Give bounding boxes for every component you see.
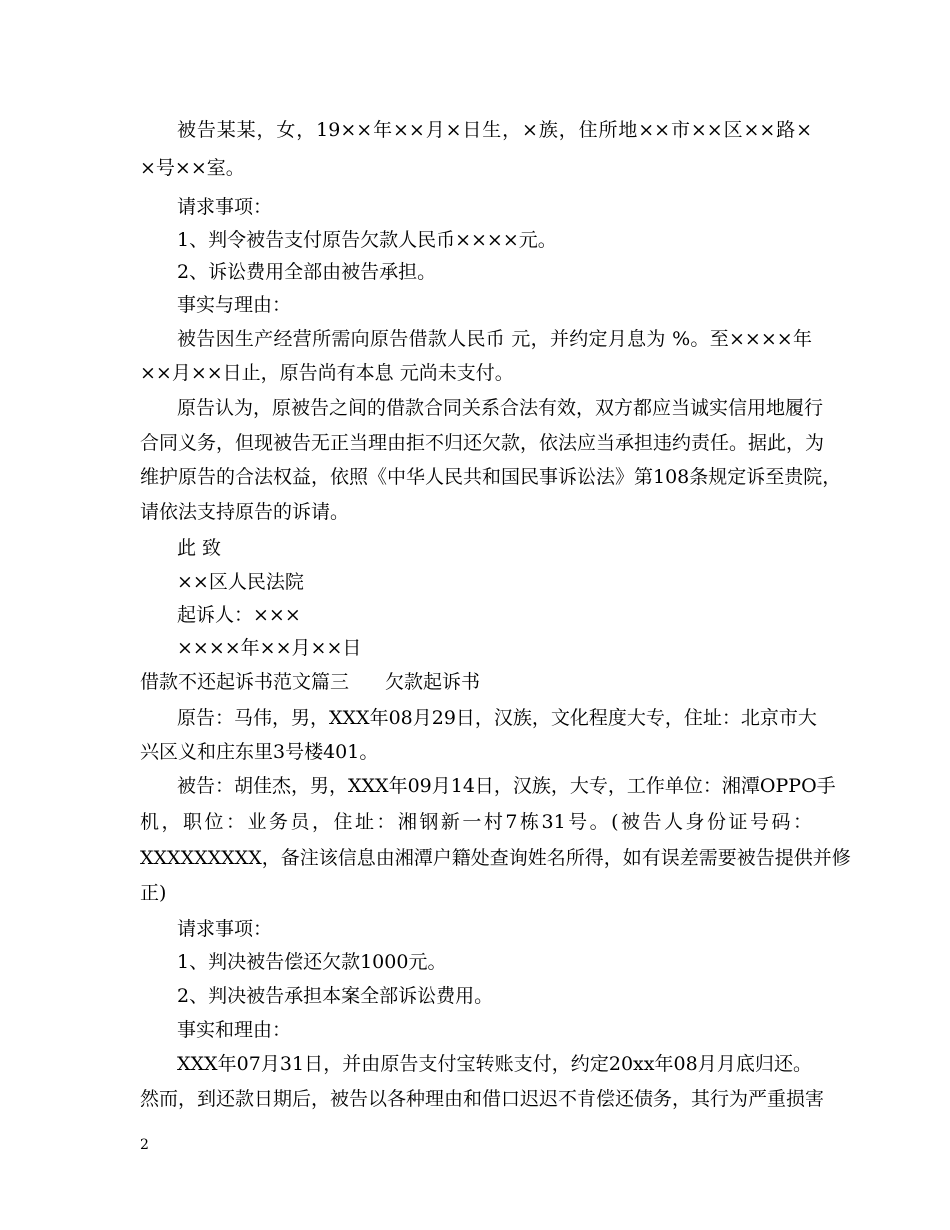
facts2-paragraph-line-1: XXX年07月31日，并由原告支付宝转账支付，约定20xx年08月月底归还。 [177, 1053, 812, 1075]
defendant2-paragraph-line-2: 机，职位：业务员，住址：湘钢新一村7栋31号。(被告人身份证号码： [140, 811, 812, 833]
section-heading [140, 670, 812, 694]
facts2-paragraph-line-2: 然而，到还款日期后，被告以各种理由和借口迟迟不肯偿还债务，其行为严重损害 [140, 1088, 825, 1110]
signature-date: ××××年××月××日 [177, 637, 362, 659]
reason-paragraph-line-3: 维护原告的合法权益，依照《中华人民共和国民事诉讼法》第108条规定诉至贵院， [140, 466, 842, 488]
salutation: 此 致 [177, 537, 222, 559]
claim-item-2: 2、诉讼费用全部由被告承担。 [177, 261, 437, 283]
defendant2-paragraph-line-1: 被告：胡佳杰，男，XXX年09月14日，汉族，大专，工作单位：湘潭OPPO手 [177, 775, 836, 797]
plaintiff-paragraph-line-2: 兴区义和庄东里3号楼401。 [140, 741, 379, 763]
section-subtitle: 欠款起诉书 [385, 671, 481, 693]
claim-item-1: 1、判令被告支付原告欠款人民币××××元。 [177, 229, 557, 251]
facts-paragraph-line-2: ××月××日止，原告尚有本息 元尚未支付。 [140, 362, 514, 384]
facts2-heading: 事实和理由： [177, 1019, 292, 1041]
reason-paragraph-line-2: 合同义务，但现被告无正当理由拒不归还欠款，依法应当承担违约责任。据此，为 [140, 432, 825, 454]
defendant2-paragraph-line-3: XXXXXXXXX，备注该信息由湘潭户籍处查询姓名所得，如有误差需要被告提供并修 [140, 847, 851, 869]
claim2-item-1: 1、判决被告偿还欠款1000元。 [177, 951, 447, 973]
section-title: 借款不还起诉书范文篇三 [140, 671, 350, 693]
reason-paragraph-line-1: 原告认为，原被告之间的借款合同关系合法有效，双方都应当诚实信用地履行 [177, 397, 824, 419]
defendant-paragraph-line-1: 被告某某，女，19××年××月×日生，×族，住所地××市××区××路× [177, 119, 812, 141]
defendant2-paragraph-line-4: 正) [140, 882, 167, 904]
claims-heading: 请求事项： [177, 196, 273, 218]
claims2-heading: 请求事项： [177, 918, 273, 940]
plaintiff-paragraph-line-1: 原告：马伟，男，XXX年08月29日，汉族，文化程度大专，住址：北京市大 [177, 707, 817, 729]
facts-paragraph-line-1: 被告因生产经营所需向原告借款人民币 元，并约定月息为 %。至××××年 [177, 328, 812, 350]
plaintiff-signature: 起诉人：××× [177, 604, 301, 626]
reason-paragraph-line-4: 请依法支持原告的诉请。 [140, 501, 350, 523]
court-name: ××区人民法院 [177, 571, 304, 593]
facts-heading: 事实与理由： [177, 294, 292, 316]
page-number: 2 [140, 1137, 149, 1153]
defendant-paragraph-line-2: ×号××室。 [140, 157, 245, 179]
claim2-item-2: 2、判决被告承担本案全部诉讼费用。 [177, 985, 494, 1007]
